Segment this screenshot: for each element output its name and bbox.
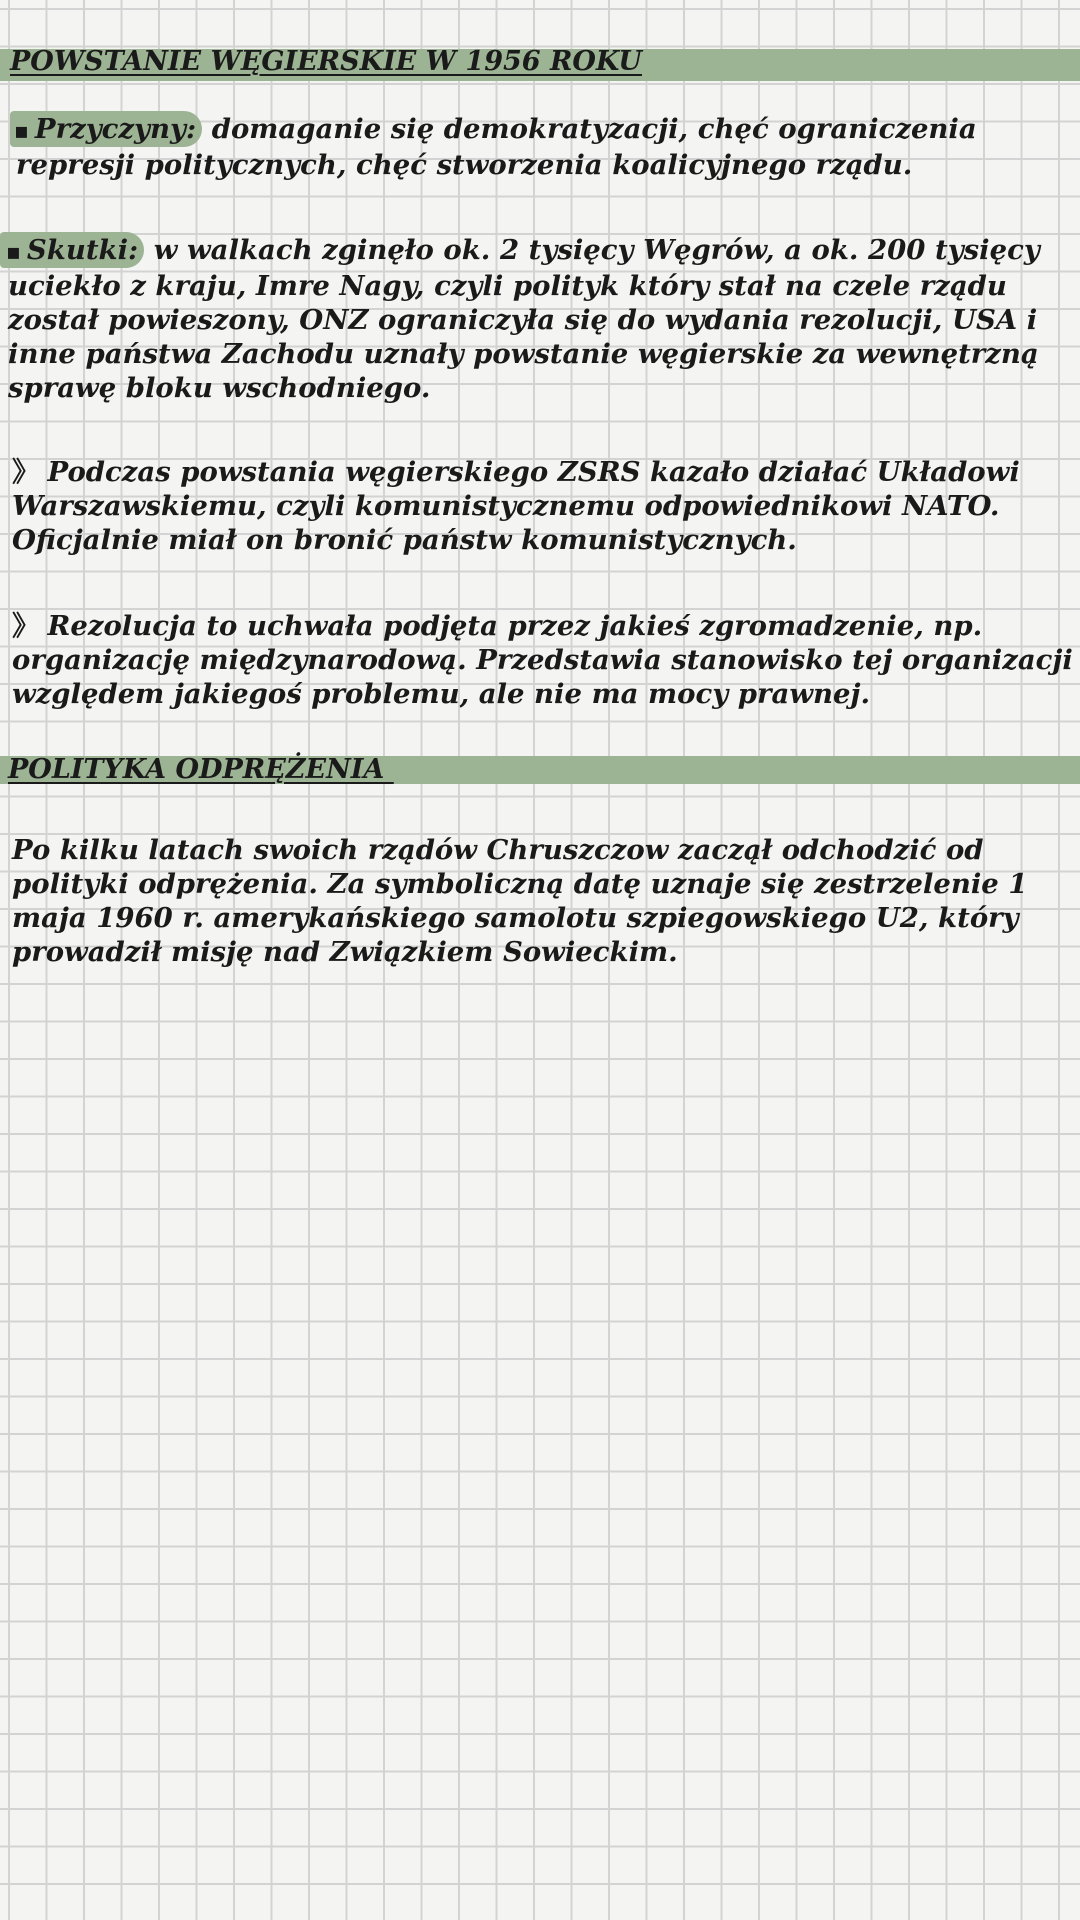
effects-paragraph — [8, 233, 1073, 405]
note-resolution-text: Rezolucja to uchwała podjęta przez jakieś zgromadzenie, np. organizację międzynarodową. Przedstawia stanowisko tej organizacji względem jakiegoś problemu, ale nie ma mocy prawnej. — [12, 610, 1073, 710]
effects-label-highlight — [0, 232, 144, 268]
detente-text: Po kilku latach swoich rządów Chruszczow zaczął odchodzić od polityki odprężenia. Za symboliczną datę uznaje się zestrzelenie 1 maja 1960 r. amerykańskiego samolotu szpiegowskiego U2, który prowadził misję nad Związkiem Sowieckim. — [12, 834, 1028, 968]
note-resolution-paragraph — [12, 609, 1074, 711]
double-chevron-icon: 》 — [12, 456, 40, 488]
detente-paragraph — [12, 833, 1074, 969]
causes-label-highlight — [10, 111, 202, 147]
causes-text: domaganie się demokratyzacji, chęć ograniczenia represji politycznych, chęć stworzenia koalicyjnego rządu. — [16, 113, 977, 181]
causes-paragraph — [16, 112, 1066, 182]
bullet-icon: ▪ — [6, 239, 21, 265]
bullet-icon: ▪ — [14, 118, 29, 144]
effects-label: Skutki: — [26, 234, 139, 266]
section-1-heading: POWSTANIE WĘGIERSKIE W 1956 ROKU — [10, 46, 642, 77]
double-chevron-icon: 》 — [12, 610, 40, 642]
note-ussr-paragraph — [12, 455, 1042, 557]
note-ussr-text: Podczas powstania węgierskiego ZSRS kazało działać Układowi Warszawskiemu, czyli komunistycznemu odpowiednikowi NATO. Oficjalnie miał on bronić państw komunistycznych. — [12, 456, 1020, 556]
section-2-heading: POLITYKA ODPRĘŻENIA — [8, 754, 394, 785]
causes-label: Przyczyny: — [34, 113, 197, 145]
effects-text: w walkach zginęło ok. 2 tysięcy Węgrów, a ok. 200 tysięcy uciekło z kraju, Imre Nagy, czyli polityk który stał na czele rządu został powieszony, ONZ ograniczyła się do wydania rezolucji, USA i inne państwa Zachodu uznały powstanie węgierskie za wewnętrzną sprawę bloku wschodniego. — [8, 234, 1040, 404]
